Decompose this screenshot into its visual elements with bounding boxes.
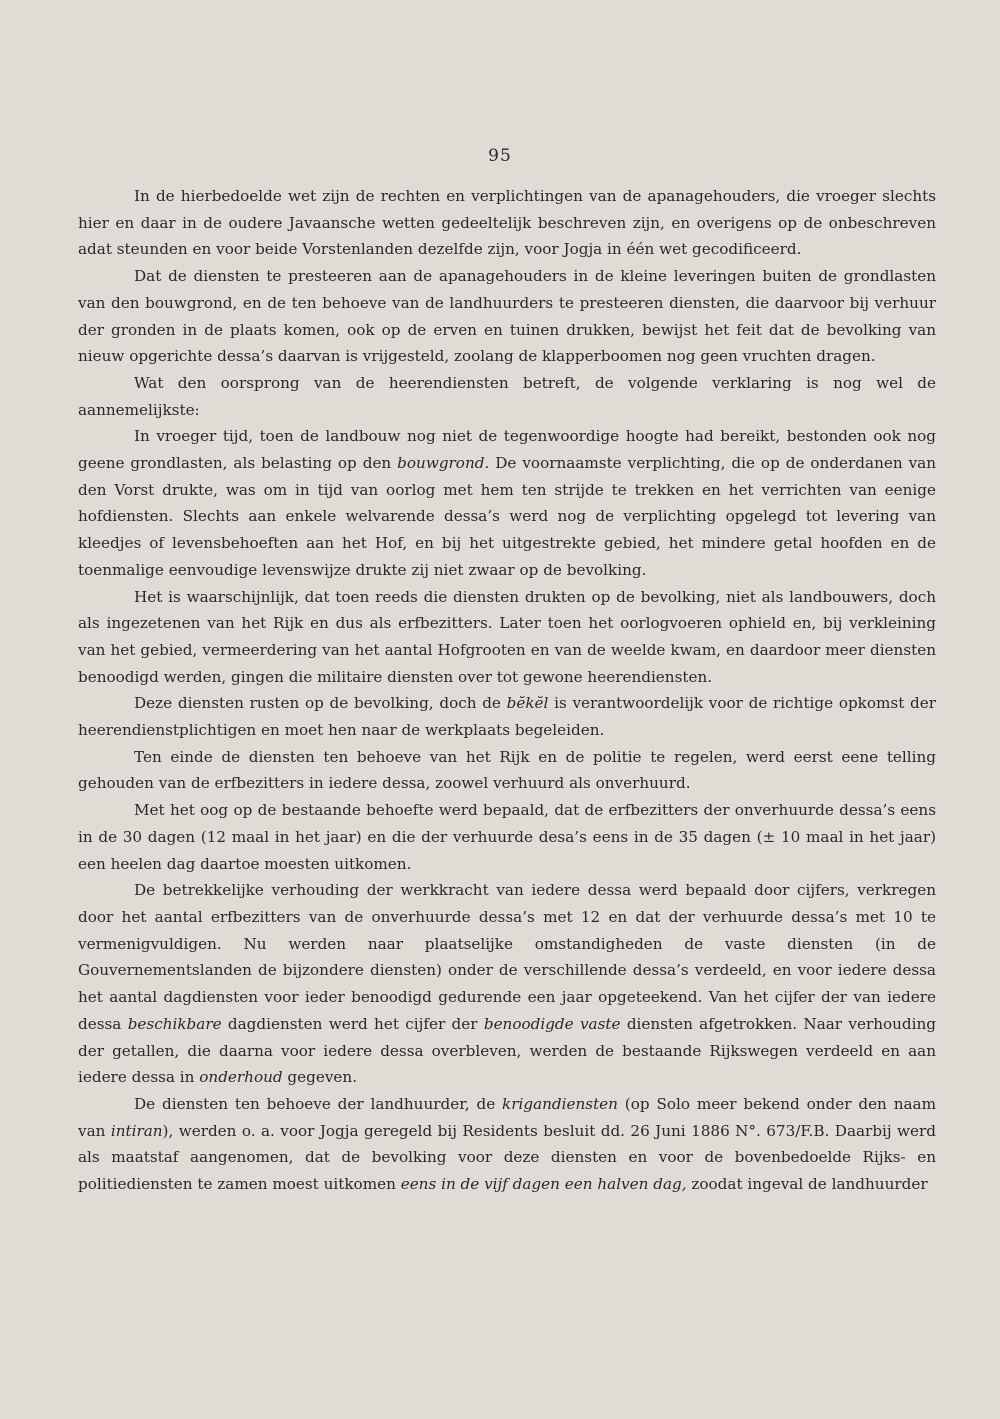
paragraph [78, 263, 936, 370]
paragraph [78, 690, 936, 743]
paragraph [78, 744, 936, 797]
text-segment: In de hierbedoelde wet zijn de rechten en verplichtingen van de apanagehouders, die vroeger slechts hier en daar in de oudere Javaansche wetten gedeeltelijk beschreven zijn, en overigens op de onbeschreven adat steunden en voor beide Vorstenlanden dezelfde zijn, voor Jogja in één wet gecodificeerd. [78, 187, 936, 259]
italic-text: benoodigde vaste [483, 1014, 621, 1033]
paragraph [78, 423, 936, 583]
text-segment: In vroeger tijd, toen de landbouw nog niet de tegenwoordige hoogte had bereikt, bestonden ook nog geene grondlasten, als belasting op den [78, 427, 936, 473]
paragraph [78, 797, 936, 877]
paragraph [78, 183, 936, 263]
text-segment: De diensten ten behoeve der landhuurder, de [134, 1094, 503, 1113]
body-text [78, 183, 936, 1198]
text-segment: (op Solo meer bekend onder den naam van [78, 1094, 936, 1140]
italic-text: krigandiensten [502, 1094, 618, 1113]
text-segment: Ten einde de diensten ten behoeve van het Rijk en de politie te regelen, werd eerst eene telling gehouden van de erfbezitters in iedere dessa, zoowel verhuurd als onverhuurd. [78, 747, 936, 793]
text-segment: Wat den oorsprong van de heerendiensten betreft, de volgende verklaring is nog wel de aannemelijkste: [78, 373, 936, 419]
text-segment: Dat de diensten te presteeren aan de apanagehouders in de kleine leveringen buiten de grondlasten van den bouwgrond, en de ten behoeve van de landhuurders te presteeren diensten, die daarvoor bij verhuur der gronden in de plaats komen, ook op de erven en tuinen drukken, bewijst het feit dat de bevolking van nieuw opgerichte dessa’s daarvan is vrijgesteld, zoolang de klapperboomen nog geen vruchten dragen. [78, 267, 936, 366]
italic-text: bouwgrond. [397, 454, 490, 473]
text-segment: ), werden o. a. voor Jogja geregeld bij Residents besluit dd. 26 Juni 1886 N°. 673/F.B. Daarbij werd als maatstaf aangenomen, dat de bevolking voor deze diensten en voor de bovenbedoelde Rijks- en politiediensten te zamen moest uitkomen [78, 1121, 936, 1194]
text-segment: diensten afgetrokken. Naar verhouding der getallen, die daarna voor iedere dessa overbleven, werden de bestaande Rijkswegen verdeeld en aan iedere dessa in [78, 1014, 937, 1087]
text-segment: Met het oog op de bestaande behoefte werd bepaald, dat de erfbezitters der onverhuurde dessa’s eens in de 30 dagen (12 maal in het jaar) en die der verhuurde desa’s eens in de 35 dagen (± 10 maal in het jaar) een heelen dag daartoe moesten uitkomen. [78, 801, 936, 873]
paragraph [78, 1091, 936, 1198]
text-segment: Deze diensten rusten op de bevolking, doch de [134, 694, 507, 713]
paragraph [78, 370, 936, 423]
text-segment: Het is waarschijnlijk, dat toen reeds die diensten drukten op de bevolking, niet als landbouwers, doch als ingezetenen van het Rijk en dus als erfbezitters. Later toen het oorlogvoeren ophield en, bij verkleining van het gebied, vermeerdering van het aantal Hofgrooten en van de weelde kwam, en daardoor meer diensten benoodigd werden, gingen die militaire diensten over tot gewone heerendiensten. [78, 587, 936, 686]
text-segment: gegeven. [282, 1068, 358, 1087]
italic-text: onderhoud [199, 1068, 283, 1087]
italic-text: intiran [110, 1121, 163, 1140]
text-segment: is verantwoordelijk voor de richtige opkomst der heerendienstplichtigen en moet hen naar de werkplaats begeleiden. [78, 694, 936, 740]
text-segment: De betrekkelijke verhouding der werkkracht van iedere dessa werd bepaald door cijfers, verkregen door het aantal erfbezitters van de onverhuurde dessa’s met 12 en dat der verhuurde dessa’s met 10 te vermenigvuldigen. Nu werden naar plaatselijke omstandigheden de vaste diensten (in de Gouvernementslanden de bijzondere diensten) onder de verschillende dessa’s verdeeld, en voor iedere dessa het aantal dagdiensten voor ieder benoodigd gedurende een jaar opgeteekend. Van het cijfer der van iedere dessa [78, 881, 936, 1033]
text-segment: zoodat ingeval de landhuurder [686, 1175, 928, 1194]
page-number: 95 [488, 146, 512, 166]
paragraph [78, 584, 936, 691]
text-segment: dagdiensten werd het cijfer der [221, 1014, 484, 1033]
paragraph [78, 877, 936, 1091]
italic-text: eens in de vijf dagen een halven dag, [400, 1175, 687, 1194]
text-segment: De voornaamste verplichting, die op de onderdanen van den Vorst drukte, was om in tijd van oorlog met hem ten strijde te trekken en het verrichten van eenige hofdiensten. Slechts aan enkele welvarende dessa’s werd nog de verplichting opgelegd tot levering van kleedjes of levensbehoeften aan het Hof, en bij het uitgestrekte gebied, het mindere getal hoofden en de toenmalige eenvoudige levenswijze drukte zij niet zwaar op de bevolking. [78, 454, 936, 579]
italic-text: bĕkĕl [506, 694, 549, 713]
italic-text: beschikbare [127, 1014, 222, 1033]
